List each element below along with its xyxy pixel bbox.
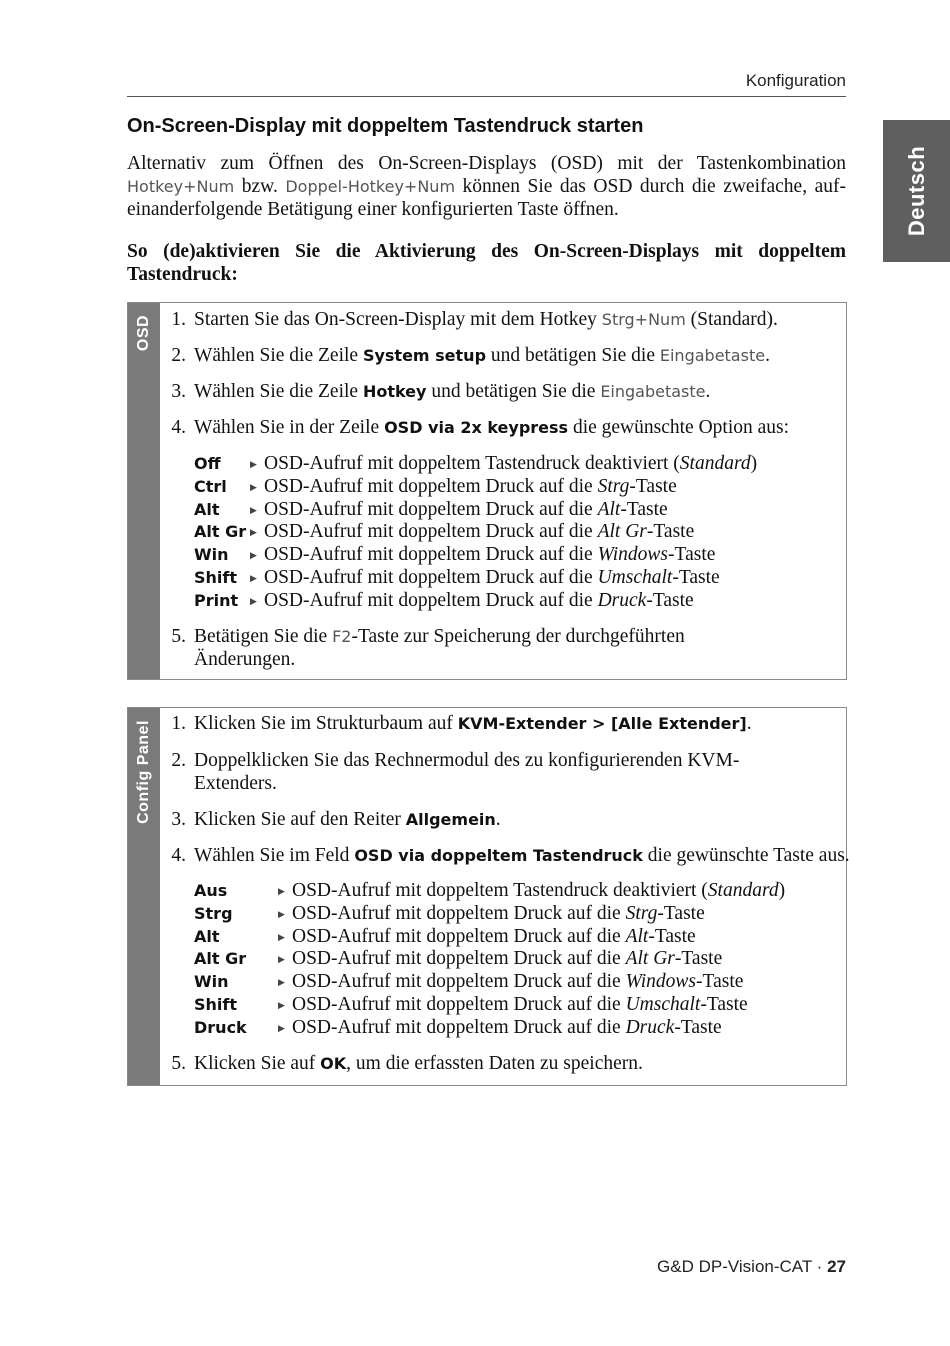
config-panel-procedure-box: Config Panel 1. Klicken Sie im Strukturbaum auf KVM-Extender > [Alle Extender]. 2. Doppelklicken Sie das Rechnermodul des zu konfigurierenden KVM- Extenders. 3. Klicken Sie auf den Reiter Allgemein. 4. Wählen Sie im Feld OSD via doppeltem Tastendruck die gewünschte Taste aus. Aus ▶ OSD-Aufruf mit doppeltem Tastendruck deaktiviert (Standard) Strg ▶ OSD-Aufruf mit doppeltem Druck auf die Strg-Taste Alt ▶ OSD-Aufruf mit doppeltem Druck auf die Alt-Taste Alt Gr ▶ OSD-Aufruf mit doppeltem Druck auf die Alt Gr-Taste Win ▶ OSD-Aufruf mit doppeltem Druck auf die Windows-Taste Shift ▶ OSD-Aufruf mit doppeltem Druck auf die Umschalt-Taste Druck ▶ OSD-Aufruf mit doppeltem Druck auf die Druck-Taste 5. Klicken Sie auf OK, um die erfassten Daten zu speichern. [127, 707, 847, 1086]
hotkey-num-code: Hotkey+Num [127, 177, 235, 196]
intro-line-3: einanderfolgende Betätigung einer konfigurierten Taste öffnen. [127, 199, 619, 220]
option-key: Shift [194, 568, 238, 587]
bullet-arrow-icon: ▶ [250, 573, 257, 583]
option-key: Druck [194, 1017, 247, 1037]
option-description: OSD-Aufruf mit doppeltem Druck auf die Umschalt-Taste [264, 567, 720, 588]
option-description: OSD-Aufruf mit doppeltem Tastendruck deaktiviert (Standard) [292, 880, 786, 901]
bullet-arrow-icon: ▶ [278, 954, 285, 965]
option-key: Shift [194, 995, 238, 1014]
option-key: Alt [194, 926, 220, 946]
bullet-arrow-icon: ▶ [278, 1022, 285, 1033]
option-description: OSD-Aufruf mit doppeltem Druck auf die Druck-Taste [292, 1016, 722, 1038]
bullet-arrow-icon: ▶ [278, 931, 285, 942]
bullet-arrow-icon: ▶ [250, 504, 257, 515]
bullet-arrow-icon: ▶ [250, 527, 257, 538]
intro-paragraph [127, 152, 846, 221]
option-description: OSD-Aufruf mit doppeltem Druck auf die Alt-Taste [292, 925, 696, 947]
bullet-arrow-icon: ▶ [250, 459, 257, 469]
instruction-heading: So (de)aktivieren Sie die Aktivierung des On-Screen-Displays mit doppeltem Tastendruck: [127, 241, 846, 285]
bullet-arrow-icon: ▶ [278, 908, 285, 919]
option-key: Strg [194, 903, 233, 923]
bullet-arrow-icon: ▶ [278, 1000, 285, 1010]
option-description: OSD-Aufruf mit doppeltem Druck auf die Windows-Taste [292, 971, 744, 993]
option-key: Off [194, 454, 221, 473]
intro-line-1: Alternativ zum Öffnen des On-Screen-Displays (OSD) mit der Tastenkombination [127, 153, 846, 174]
page-footer [657, 1257, 846, 1277]
bullet-arrow-icon: ▶ [250, 550, 257, 561]
bullet-arrow-icon: ▶ [278, 886, 285, 896]
option-description: OSD-Aufruf mit doppeltem Druck auf die Alt Gr-Taste [264, 521, 695, 543]
option-description: OSD-Aufruf mit doppeltem Tastendruck deaktiviert (Standard) [264, 453, 758, 474]
option-key: Alt Gr [194, 522, 247, 542]
config-side-label: Config Panel [135, 720, 152, 824]
osd-side-label: OSD [135, 314, 152, 352]
option-key: Ctrl [194, 476, 227, 496]
option-description: OSD-Aufruf mit doppeltem Druck auf die Druck-Taste [264, 589, 694, 611]
osd-side-label-bar [128, 303, 160, 679]
option-description: OSD-Aufruf mit doppeltem Druck auf die Alt-Taste [264, 498, 668, 520]
bullet-arrow-icon: ▶ [250, 481, 257, 492]
language-tab [883, 120, 950, 262]
section-title: On-Screen-Display mit doppeltem Tastendruck starten [127, 115, 644, 137]
option-key: Alt [194, 499, 220, 519]
doppel-hotkey-code: Doppel-Hotkey+Num [285, 177, 456, 196]
footer-product: G&D DP-Vision-CAT · [657, 1257, 828, 1276]
bullet-arrow-icon: ▶ [250, 595, 257, 606]
option-key: Win [194, 545, 229, 565]
option-key: Alt Gr [194, 949, 247, 969]
bullet-arrow-icon: ▶ [278, 977, 285, 988]
page-number: 27 [827, 1257, 846, 1276]
config-side-label-bar [128, 708, 160, 1085]
option-description: OSD-Aufruf mit doppeltem Druck auf die Strg-Taste [292, 902, 705, 924]
option-description: OSD-Aufruf mit doppeltem Druck auf die Strg-Taste [264, 475, 677, 497]
osd-procedure-box: OSD 1. Starten Sie das On-Screen-Display mit dem Hotkey Strg+Num (Standard). 2. Wählen Sie die Zeile System setup und betätigen Sie die Eingabetaste. 3. Wählen Sie die Zeile Hotkey und betätigen Sie die Eingabetaste. 4. Wählen Sie in der Zeile OSD via 2x keypress die gewünschte Option aus: Off ▶ OSD-Aufruf mit doppeltem Tastendruck deaktiviert (Standard) Ctrl ▶ OSD-Aufruf mit doppeltem Druck auf die Strg-Taste Alt ▶ OSD-Aufruf mit doppeltem Druck auf die Alt-Taste Alt Gr ▶ OSD-Aufruf mit doppeltem Druck auf die Alt Gr-Taste Win ▶ OSD-Aufruf mit doppeltem Druck auf die Windows-Taste Shift ▶ OSD-Aufruf mit doppeltem Druck auf die Umschalt-Taste Print ▶ OSD-Aufruf mit doppeltem Druck auf die Druck-Taste 5. Betätigen Sie die F2-Taste zur Speicherung der durchgeführten Änderungen. [127, 302, 847, 680]
running-header: Konfiguration [745, 71, 846, 90]
language-tab-label: Deutsch [903, 145, 929, 237]
option-key: Aus [194, 881, 228, 900]
option-description: OSD-Aufruf mit doppeltem Druck auf die Umschalt-Taste [292, 994, 748, 1015]
option-description: OSD-Aufruf mit doppeltem Druck auf die Windows-Taste [264, 544, 716, 566]
header-rule [127, 96, 846, 97]
option-description: OSD-Aufruf mit doppeltem Druck auf die Alt Gr-Taste [292, 948, 723, 970]
option-key: Win [194, 972, 229, 992]
intro-line-2: Hotkey+Num bzw. Doppel-Hotkey+Num können Sie das OSD durch die zweifache, auf- [127, 176, 846, 197]
option-key: Print [194, 590, 239, 610]
